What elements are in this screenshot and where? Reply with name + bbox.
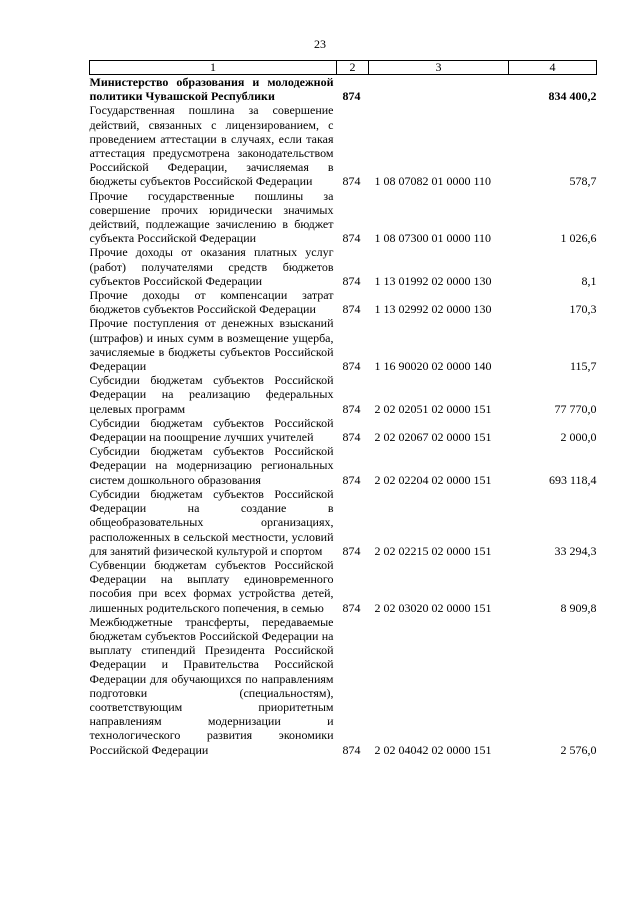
row-code: 2 02 02051 02 0000 151	[374, 401, 492, 416]
row-amount: 8 909,8	[560, 600, 597, 615]
row-name: Прочие поступления от денежных взысканий (штрафов) и иных сумм в возмещение ущерба, зачисляемые в бюджеты субъектов Российской Федерации	[89, 316, 334, 374]
row-amount: 2 000,0	[560, 430, 597, 445]
row-chapter: 874	[342, 231, 361, 246]
row-chapter: 874	[342, 174, 361, 189]
table-row	[90, 487, 597, 558]
table-row	[90, 288, 597, 316]
row-name: Субсидии бюджетам субъектов Российской Федерации на реализацию федеральных целевых программ	[89, 373, 334, 416]
table-body	[90, 75, 597, 757]
row-name: Субвенции бюджетам субъектов Российской Федерации на выплату единовременного пособия при всех формах устройства детей, лишенных родительского попечения, в семью	[89, 557, 334, 615]
row-name: Государственная пошлина за совершение действий, связанных с лицензированием, с проведением аттестации в случаях, если такая аттестация предусмотрена законодательством Российской Федерации, зачисляемая в бюджеты субъектов Российской Федерации	[89, 103, 334, 189]
row-amount: 2 576,0	[560, 742, 597, 757]
table-row	[90, 558, 597, 615]
row-code: 1 13 02992 02 0000 130	[374, 302, 492, 317]
table-header	[90, 61, 597, 75]
table-row	[90, 75, 597, 104]
row-name: Прочие государственные пошлины за совершение прочих юридически значимых действий, подлежащие зачислению в бюджет субъекта Российской Федерации	[89, 188, 334, 246]
row-chapter: 874	[342, 273, 361, 288]
row-amount: 578,7	[569, 174, 597, 189]
row-amount: 693 118,4	[548, 472, 597, 487]
row-code: 1 16 90020 02 0000 140	[374, 359, 492, 374]
row-code: 2 02 02067 02 0000 151	[374, 430, 492, 445]
row-amount: 33 294,3	[554, 543, 597, 558]
header-col-1: 1	[90, 61, 337, 75]
row-chapter: 874	[342, 472, 361, 487]
row-name: Субсидии бюджетам субъектов Российской Федерации на создание в общеобразовательных организациях, расположенных в сельской местности, условий для занятий физической культурой и спортом	[89, 486, 334, 558]
row-name: Прочие доходы от оказания платных услуг (работ) получателями средств бюджетов субъектов Российской Федерации	[89, 245, 334, 288]
row-code: 2 02 02204 02 0000 151	[374, 472, 492, 487]
row-name: Министерство образования и молодежной политики Чувашской Республики	[89, 75, 334, 104]
row-name: Межбюджетные трансферты, передаваемые бюджетам субъектов Российской Федерации на выплату стипендий Президента Российской Федерации и Правительства Российской Федерации для обучающихся по направлениям подготовки (специальностям), соответствующим приоритетным направлениям модернизации и технологического развития экономики Российской Федерации	[89, 614, 334, 757]
table-row	[90, 316, 597, 373]
table-row	[90, 615, 597, 757]
row-code: 2 02 02215 02 0000 151	[374, 543, 492, 558]
row-amount: 170,3	[569, 302, 597, 317]
table-row	[90, 245, 597, 288]
row-amount: 77 770,0	[554, 401, 597, 416]
row-amount: 115,7	[569, 359, 597, 374]
table-row	[90, 103, 597, 188]
row-code	[369, 75, 509, 104]
page-number: 23	[314, 37, 326, 51]
row-chapter: 874	[342, 302, 361, 317]
row-chapter: 874	[342, 742, 361, 757]
revenue-table	[89, 60, 597, 757]
row-name: Прочие доходы от компенсации затрат бюджетов субъектов Российской Федерации	[89, 288, 334, 317]
row-chapter: 874	[342, 89, 361, 104]
row-name: Субсидии бюджетам субъектов Российской Федерации на модернизацию региональных систем дошкольного образования	[89, 444, 334, 487]
row-amount: 8,1	[581, 273, 597, 288]
row-name: Субсидии бюджетам субъектов Российской Федерации на поощрение лучших учителей	[89, 415, 334, 445]
row-code: 1 13 01992 02 0000 130	[374, 273, 492, 288]
row-chapter: 874	[342, 359, 361, 374]
row-code: 1 08 07300 01 0000 110	[374, 231, 492, 246]
row-amount: 1 026,6	[560, 231, 597, 246]
row-code: 1 08 07082 01 0000 110	[374, 174, 492, 189]
row-chapter: 874	[342, 600, 361, 615]
header-col-3: 3	[369, 61, 509, 75]
row-amount: 834 400,2	[548, 89, 597, 104]
header-col-4: 4	[509, 61, 597, 75]
row-chapter: 874	[342, 430, 361, 445]
table-row	[90, 189, 597, 246]
row-code: 2 02 03020 02 0000 151	[374, 600, 492, 615]
row-chapter: 874	[342, 543, 361, 558]
row-chapter: 874	[342, 401, 361, 416]
table-row	[90, 444, 597, 487]
header-col-2: 2	[337, 61, 369, 75]
row-code: 2 02 04042 02 0000 151	[374, 742, 492, 757]
table-row	[90, 373, 597, 416]
table-row	[90, 416, 597, 444]
